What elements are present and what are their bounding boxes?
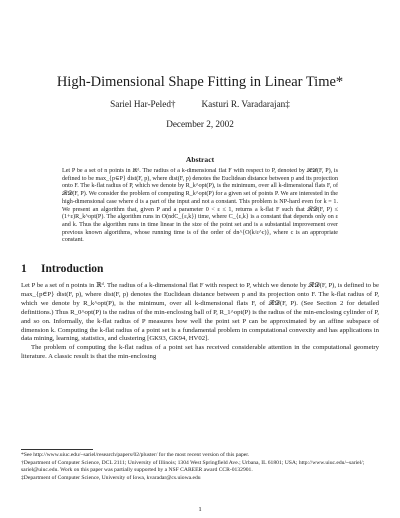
abstract-body — [62, 168, 338, 274]
footnote: *See http://www.uiuc.edu/~sariel/research/papers/02/pluster/ for the most recent version of this paper. — [21, 452, 250, 458]
section-number: 1 — [21, 263, 27, 275]
section-heading — [21, 262, 381, 276]
intro-body — [21, 282, 379, 440]
paper-title: High-Dimensional Shape Fitting in Linear Time* — [56, 74, 344, 90]
intro-paragraph: Let P be a set of n points in ℝᵈ. The radius of a k-dimensional flat F with respect to P, which we denote by 𝓡𝓓(F, P), is defined to be max_{p∈P} dist(F, p), where dist(F, p) denotes the Euclidean distance between p and its projection onto F. The k-flat radius of P, which we denote by R_k^opt(P), is the minimum, over all k-dimensional flats F, of 𝓡𝓓(F, P). (See Section 2 for detailed definitions.) Thus R_0^opt(P) is the radius of the min-enclosing ball of P, R_1^opt(P) is the radius of the min-enclosing cylinder of P, and so on. Informally, the k-flat radius of P measures how well the point set P can be approximated by an affine subspace of dimension k. Computing the k-flat radius of a point set is a fundamental problem in computational convexity and has applications in data mining, learning, statistics, and clustering [GK93, GK94, HV02]. — [21, 282, 379, 343]
footnotes — [21, 452, 379, 496]
author-name: Kasturi R. Varadarajan‡ — [201, 99, 290, 109]
paper-date: December 2, 2002 — [166, 119, 234, 129]
footnote-divider — [21, 449, 93, 450]
section-title: Introduction — [41, 263, 104, 275]
intro-paragraph: The problem of computing the k-flat radius of a point set has received considerable attention in the computational geometry literature. A classic result is that the min-enclosing — [21, 344, 379, 361]
author-name: Sariel Har-Peled† — [110, 99, 176, 109]
footnote: ‡Department of Computer Science, University of Iowa, kvaradar@cs.uiowa.edu — [21, 474, 201, 481]
author-list — [0, 98, 400, 110]
footnote: †Department of Computer Science, DCL 2111; University of Illinois; 1304 West Springfield Ave.; Urbana, IL 61801; USA; http://www.uiuc.edu/~sariel/; sariel@uiuc.edu. Work on this paper was partially supported by a NSF CAREER award CCR-0132901. — [21, 459, 365, 473]
abstract-text: Let P be a set of n points in ℝᵈ. The radius of a k-dimensional flat F with respect to P, denoted by 𝓡𝓓(F, P), is defined to be max_{p∈P} dist(F, p), where dist(F, p) denotes the Euclidean distance between p and its projection onto F. The k-flat radius of P, which we denote by R_k^opt(P), is the minimum, over all k-dimensional flats F, of 𝓡𝓓(F, P). We consider the problem of computing R_k^opt(P) for a given set of points P. We are interested in the high-dimensional case where d is a part of the input and not a constant. This problem is NP-hard even for k = 1. We present an algorithm that, given P and a parameter 0 < ε ≤ 1, returns a k-flat F such that 𝓡𝓓(F, P) ≤ (1+ε)R_k^opt(P). The algorithm runs in O(ndC_{ε,k}) time, where C_{ε,k} is a constant that depends only on ε and k. Thus the algorithm runs in time linear in the size of the point set and is a substantial improvement over previous known algorithms, whose running time is of the order of dn^{O(k/ε^c)}, where c is an appropriate constant. — [62, 168, 338, 244]
abstract-heading: Abstract — [185, 155, 215, 164]
page-number: 1 — [198, 506, 202, 513]
